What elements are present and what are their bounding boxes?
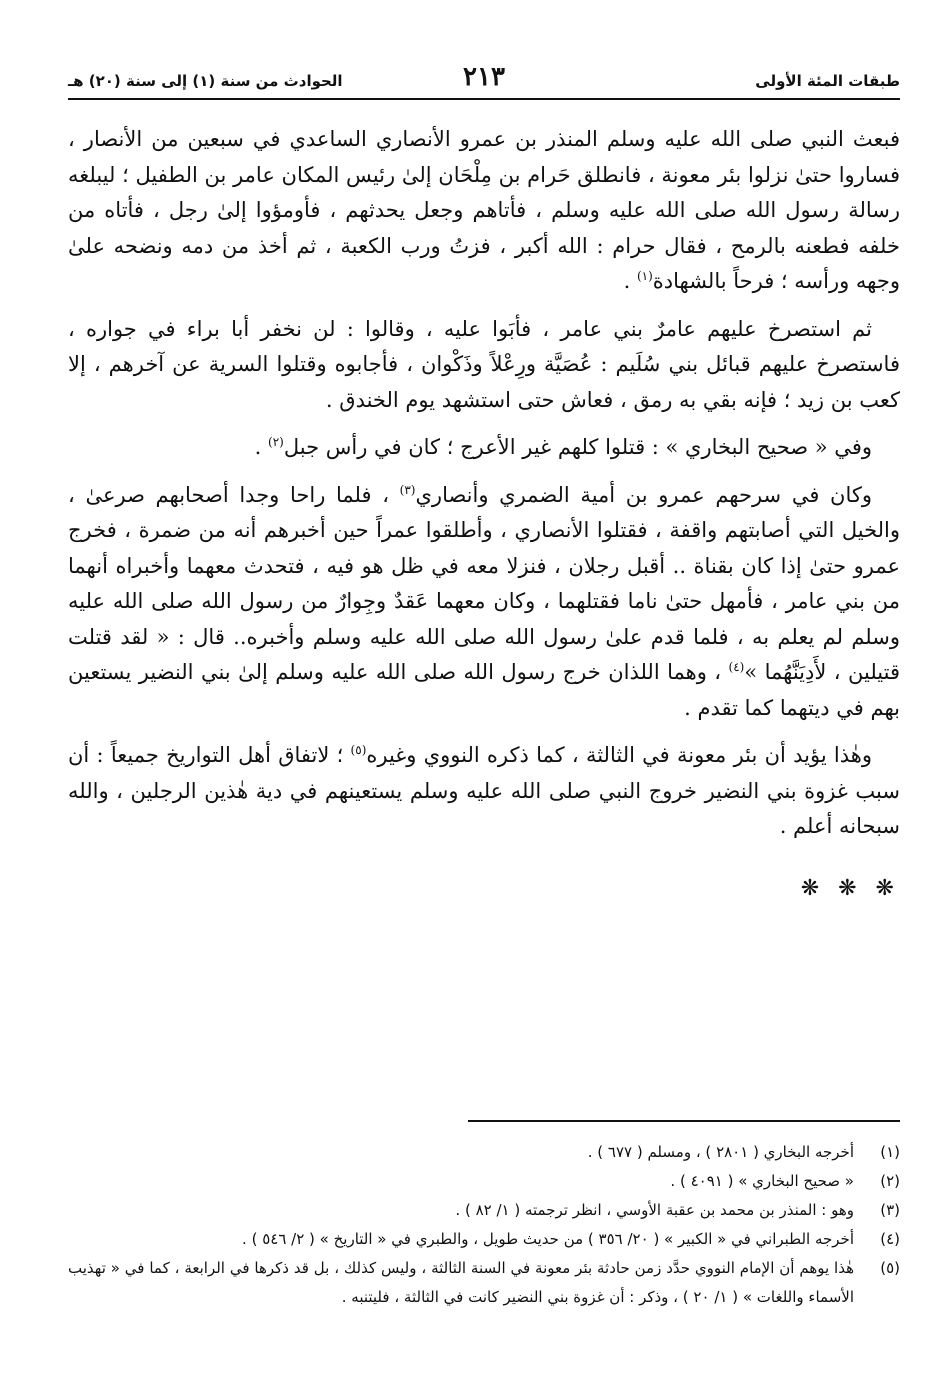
footnote-ref[interactable]: (٤) <box>728 660 745 674</box>
footnote-ref[interactable]: (٢) <box>268 435 284 449</box>
footnote <box>68 1254 900 1312</box>
footnote-text: « صحيح البخاري » ( ٤٠٩١ ) . <box>670 1172 854 1190</box>
paragraph: وكان في سرحهم عمرو بن أمية الضمري وأنصاري$^{(٣)}$ ، فلما راحا وجدا أصحابهم صرعىٰ ، والخيل التي أصابتهم واقفة ، فقتلوا الأنصاري ، وأطلقوا عمراً حين أخبرهم أنه من ضمرة ، فخرج عمرو حتىٰ إذا كان بقناة .. أقبل رجلان ، فنزلا معه في ظل هو فيه ، فتحدث معهما وأخبراه أنهما من بني عامر ، فأمهل حتىٰ ناما فقتلهما ، وكان معهما عَقدٌ وجِوارٌ من رسول الله صلى الله عليه وسلم لم يعلم به ، فلما قدم علىٰ رسول الله صلى الله عليه وسلم وأخبره.. قال : « لقد قتلت قتيلين ، لأَدِيَنَّهُما »$^{(٤)}$ ، وهما اللذان خرج رسول الله صلى الله عليه وسلم إلىٰ بني النضير يستعين بهم في ديتهما كما تقدم . <box>68 482 900 720</box>
footnote <box>68 1138 900 1167</box>
section-separator: ❋ ❋ ❋ <box>800 875 900 901</box>
footnote-number: (٢) <box>880 1172 900 1190</box>
footnote <box>68 1196 900 1225</box>
footnote-number: (٤) <box>880 1230 900 1248</box>
footnote-ref[interactable]: (٥) <box>350 743 367 757</box>
paragraph: فبعث النبي صلى الله عليه وسلم المنذر بن عمرو الأنصاري الساعدي في سبعين من الأنصار ، فساروا حتىٰ نزلوا بئر معونة ، فانطلق حَرام بن مِلْحَان إلىٰ رئيس المكان عامر بن الطفيل ؛ ليبلغه رسالة رسول الله صلى الله عليه وسلم ، فأتاهم وجعل يحدثهم ، فأومؤوا إلىٰ رجل ، فأتاه من خلفه فطعنه بالرمح ، فقال حرام : الله أكبر ، فزتُ ورب الكعبة ، ثم أخذ من دمه ونضحه علىٰ وجهه ورأسه ؛ فرحاً بالشهادة$^{(١)}$ . <box>68 127 900 293</box>
main-text <box>68 122 900 906</box>
page-number: ٢١٣ <box>463 62 505 92</box>
footnote-number: (١) <box>880 1143 900 1161</box>
page-header <box>68 58 900 100</box>
footnotes <box>68 1138 900 1312</box>
footnote-divider <box>468 1120 900 1122</box>
footnote-number: (٣) <box>880 1201 900 1219</box>
footnote-text: وهو : المنذر بن محمد بن عقبة الأوسي ، انظر ترجمته ( ١/ ٨٢ ) . <box>455 1201 854 1219</box>
paragraph: وهٰذا يؤيد أن بئر معونة في الثالثة ، كما ذكره النووي وغيره$^{(٥)}$ ؛ لاتفاق أهل التواريخ جميعاً : أن سبب غزوة بني النضير خروج النبي صلى الله عليه وسلم يستعينهم في دية هٰذين الرجلين ، والله سبحانه أعلم . <box>68 743 900 838</box>
footnote <box>68 1225 900 1254</box>
paragraph: وفي « صحيح البخاري » : قتلوا كلهم غير الأعرج ؛ كان في رأس جبل$^{(٢)}$ . <box>254 435 872 459</box>
footnote-text: أخرجه الطبراني في « الكبير » ( ٢٠/ ٣٥٦ ) من حديث طويل ، والطبري في « التاريخ » ( ٢/ ٥٤٦ ) . <box>242 1230 854 1248</box>
running-book-title: طبقات المئة الأولى <box>755 72 900 90</box>
book-page <box>68 58 900 1306</box>
footnote-number: (٥) <box>880 1259 900 1277</box>
footnote-ref[interactable]: (١) <box>636 269 653 283</box>
footnote <box>68 1167 900 1196</box>
footnote-ref[interactable]: (٣) <box>399 482 416 497</box>
footnote-text: هٰذا يوهم أن الإمام النووي حدَّد زمن حادثة بئر معونة في السنة الثالثة ، وليس كذلك ، بل قد ذكرها في الرابعة ، كما في « تهذيب الأسماء واللغات » ( ١/ ٢٠ ) ، وذكر : أن غزوة بني النضير كانت في الثالثة ، فليتنبه . <box>68 1259 854 1306</box>
footnote-text: أخرجه البخاري ( ٢٨٠١ ) ، ومسلم ( ٦٧٧ ) . <box>587 1143 854 1161</box>
running-chapter-title: الحوادث من سنة (١) إلى سنة (٢٠) هـ <box>68 72 343 90</box>
paragraph: ثم استصرخ عليهم عامرٌ بني عامر ، فأبَوا عليه ، وقالوا : لن نخفر أبا براء في جواره ، فاستصرخ عليهم قبائل بني سُلَيم : عُصَيَّة ورِعْلاً وذَكْوان ، فأجابوه وقتلوا السرية عن آخرهم ، إلا كعب بن زيد ؛ فإنه بقي به رمق ، فعاش حتى استشهد يوم الخندق . <box>68 316 900 412</box>
